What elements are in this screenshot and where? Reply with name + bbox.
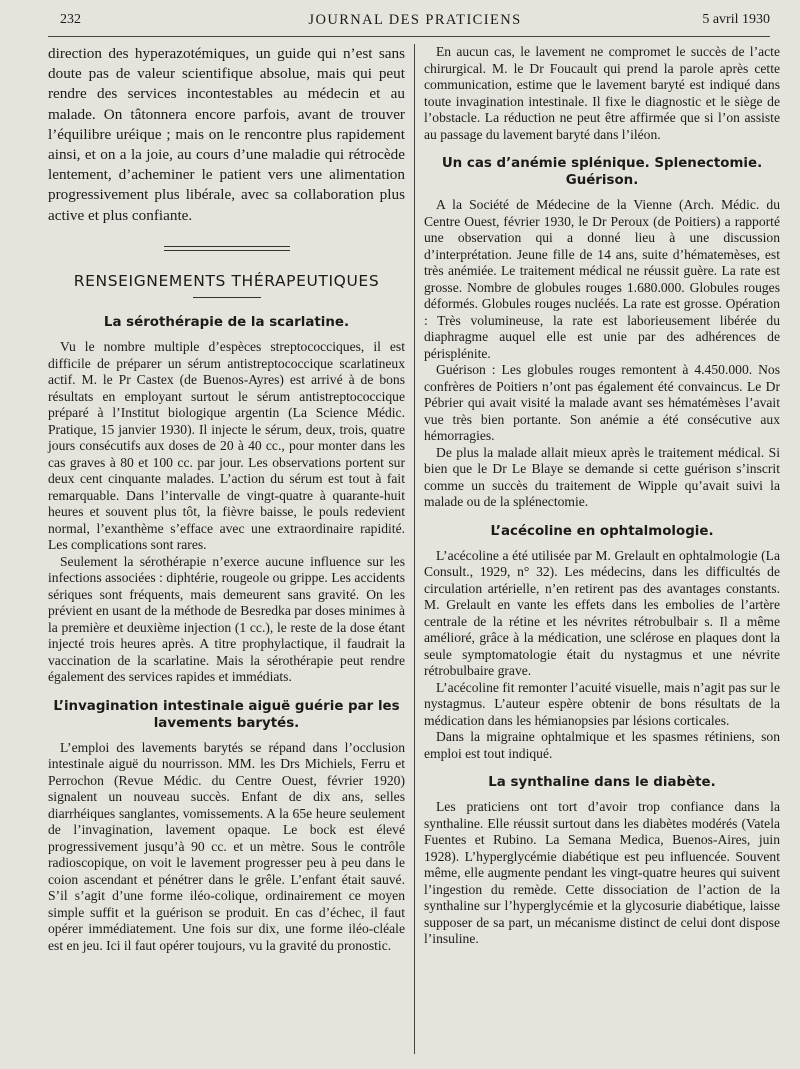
section-rule: [193, 297, 261, 298]
article-paragraph: L’emploi des lavements barytés se répand dans l’occlusion intestinale aiguë du nourrisson. MM. les Drs Michiels, Ferru et Perrochon (Revue Médic. du Centre Ouest, février 1920) signalent un nouveau succès. Enfant de dix ans, selles diarrhéiques sanglantes, vomissements. A la 65e heure seulement de l’invagination, lavement opaque. Le bock est élevé progressivement jusqu’à 90 cc. et un mètre. Sous le contrôle radioscopique, on voit le lavement progresser peu à peu dans le coion ascendant et pénétrer dans le grêle. L’enfant était sauvé. S’il s’agit d’une forme iléo-colique, ordinairement ce moyen simple suffit et la guérison se produit. En cas d’échec, il faut opérer immédiatement. Une fois sur dix, une forme iléo-cléale est en jeu. Ici il faut opérer toujours, vu la gravité du pronostic.: [48, 739, 405, 953]
header-rule: [48, 36, 770, 37]
journal-title: JOURNAL DES PRATICIENS: [308, 12, 522, 28]
article-paragraph: A la Société de Médecine de la Vienne (Arch. Médic. du Centre Ouest, février 1930, le Dr Peroux (de Poitiers) a rapporté une observation qui a donné lieu à une discussion d’interprétation. Jeune fille de 14 ans, suite d’hématemèses, est très anémiée. Le traitement médical ne réussit guère. La rate est grosse. Nombre de globules rouges 1.680.000. Globules rouges déformés. Globules rouges nucléés. La rate est grosse. Opération : Très volumineuse, la rate est laborieusement libérée du diaphragme auquel elle est unie par des adhérences de périsplénite.: [424, 197, 780, 361]
article-paragraph: Les praticiens ont tort d’avoir trop confiance dans la synthaline. Elle réussit surtout dans les diabètes modérés (Vatela Fuentes et Rubino. La Semana Medica, Buenos-Aires, juin 1928). L’hyperglycémie diabétique est peu influencée. Souvent même, elle augmente pendant les vingt-quatre heures qui suivent l’ingestion du remède. Cette dissociation de l’action de la synthaline sur l’hyperglycémie et la glycosurie diabétique, laisse supposer de sa part, un mécanisme distinct de celui dont dispose l’insuline.: [424, 799, 780, 946]
page-header: [60, 10, 770, 36]
page-number: 232: [60, 12, 81, 27]
article-title-synthaline: La synthaline dans le diabète.: [488, 775, 716, 790]
article-paragraph: Seulement la sérothérapie n’exerce aucune influence sur les infections associées : diphtérie, rougeole ou grippe. Les accidents sériques sont fréquents, mais demeurent sans gravité. On les prévient en usant de la méthode de Besredka par doses minimes à la première et deuxième injection (1 cc.), le reste de la dose étant injecté trois heures après. A titre prophylactique, il faudrait la vaccination de la scarlatine. Mais la sérothérapie peut rendre également des services rapides et immédiats.: [48, 553, 405, 685]
article-paragraph: Guérison : Les globules rouges remontent à 4.450.000. Nos confrères de Poitiers n’ont pas également été convaincus. Le Dr Pébrier qui avait visité la malade avant ses hématémèses l’avait vue très bien portante. Son anémie a été consécutive aux hémorragies.: [424, 362, 780, 443]
article-paragraph: Dans la migraine ophtalmique et les spasmes rétiniens, son emploi est tout indiqué.: [424, 729, 780, 761]
article-continuation: En aucun cas, le lavement ne compromet le succès de l’acte chirurgical. M. le Dr Foucault qui prend la parole après cette communication, estime que le lavement baryté est indiqué dans toute invagination intestinale. Il fixe le diagnostic et le siège de l’obstacle. La réduction ne peut être affirmée que si l’on assiste au passage du lavement baryté dans l’iléon.: [424, 44, 780, 142]
left-column: [48, 44, 405, 954]
article-title-invagination: L’invagination intestinale aiguë guérie par les lavements barytés.: [53, 698, 400, 731]
article-paragraph: De plus la malade allait mieux après le traitement médical. Si bien que le Dr Le Blaye se demande si cette guérison s’inscrit comme un succès du traitement de Wipple qu’avait suivi la malade ou de la splénectomie.: [424, 444, 780, 509]
right-column: [424, 44, 780, 948]
section-title: RENSEIGNEMENTS THÉRAPEUTIQUES: [73, 271, 380, 290]
article-title-scarlatine: La sérothérapie de la scarlatine.: [103, 315, 350, 331]
article-title-anemie: Un cas d’anémie splénique. Splenectomie. Guérison.: [441, 156, 763, 188]
article-title-acecoline: L’acécoline en ophtalmologie.: [490, 523, 714, 539]
article-continuation: direction des hyperazotémiques, un guide qui n’est sans doute pas de valeur scientifique absolue, mais qui peut rendre des services incontestables au médecin et au malade. On tâtonnera encore parfois, avant de trouver l’équilibre uréique ; mais on le rencontre plus rapidement ainsi, et on a la joie, au cours d’une maladie qui rétrocède lentement, d’acheminer le patient vers une alimentation progressivement plus libérale, avec sa collaboration plus active et plus confiante.: [48, 45, 405, 224]
column-divider: [414, 44, 415, 1054]
article-paragraph: L’acécoline a été utilisée par M. Grelault en ophtalmologie (La Consult., 1929, n° 32). Les médecins, dans les difficultés de circulation artérielle, n’en retirent pas des avantages constants. M. Grelault en vante les effets dans les embolies de l’artère centrale de la rétine et les névrites rétrobulbair s. Il a même amélioré, grâce à la médication, une sclérose en plaques dont la seule symptomatologie était du nystagmus et une névrite rétrobulbaire grave.: [424, 547, 780, 678]
double-rule: [164, 246, 290, 251]
issue-date: 5 avril 1930: [702, 12, 770, 27]
article-paragraph: L’acécoline fit remonter l’acuité visuelle, mais n’agit pas sur le nystagmus. L’auteur espère obtenir de bons résultats de la médication dans les hémianopsies par lésions corticales.: [424, 679, 780, 728]
article-paragraph: Vu le nombre multiple d’espèces streptococciques, il est difficile de préparer un sérum antistreptococcique scarlatineux actif. M. le Pr Castex (de Buenos-Ayres) est arrivé à de bons résultats en employant surtout le sérum antistreptococcique préparé à l’Institut biologique argentin (La Science Médic. Pratique, 15 janvier 1930). Il injecte le sérum, deux, trois, quatre jours consécutifs aux doses de 20 à 40 cc., pour monter dans les cas graves à 80 et 100 cc. par jour. Les observations portent sur deux cent cinquante malades. L’action du sérum est tout à fait remarquable. Dans l’intervalle de vingt-quatre à quarante-huit heures et souvent plus tôt, la fièvre baisse, le pouls redevient normal, l’exanthème s’efface avec une extraordinaire rapidité. Les complications sont rares.: [48, 339, 405, 553]
